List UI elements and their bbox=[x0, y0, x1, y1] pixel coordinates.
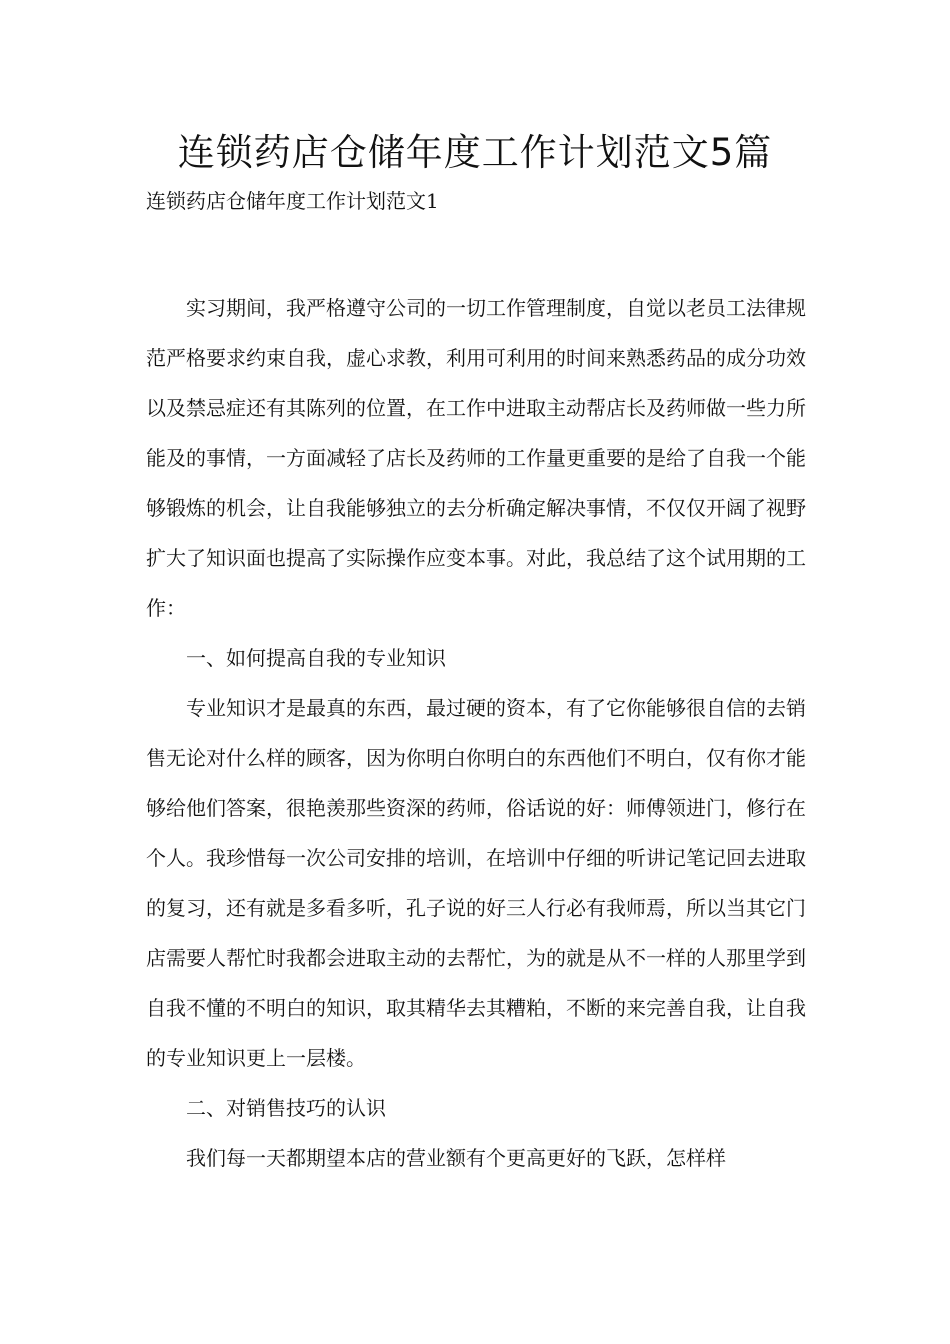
paragraph-sales-skills: 我们每一天都期望本店的营业额有个更高更好的飞跃，怎样样 bbox=[186, 1146, 726, 1170]
paragraph-intro: 实习期间，我严格遵守公司的一切工作管理制度，自觉以老员工法律规范严格要求约束自我，虚心求教，利用可利用的时间来熟悉药品的成分功效以及禁忌症还有其陈列的位置，在工作中进取主动帮店长及药师做一些力所能及的事情，一方面减轻了店长及药师的工作量更重要的是给了自我一个能够锻炼的机会，让自我能够独立的去分析确定解决事情，不仅仅开阔了视野扩大了知识面也提高了实际操作应变本事。对此，我总结了这个试用期的工作： bbox=[146, 296, 806, 620]
document-body bbox=[146, 283, 806, 1183]
section-heading-2: 二、对销售技巧的认识 bbox=[186, 1096, 386, 1120]
document-subtitle: 连锁药店仓储年度工作计划范文1 bbox=[146, 189, 439, 213]
document-title: 连锁药店仓储年度工作计划范文5篇 bbox=[177, 131, 773, 174]
section-heading-1: 一、如何提高自我的专业知识 bbox=[186, 646, 446, 670]
paragraph-professional-knowledge: 专业知识才是最真的东西，最过硬的资本，有了它你能够很自信的去销售无论对什么样的顾客，因为你明白你明白的东西他们不明白，仅有你才能够给他们答案，很艳羡那些资深的药师，俗话说的好：师傅领进门，修行在个人。我珍惜每一次公司安排的培训，在培训中仔细的听讲记笔记回去进取的复习，还有就是多看多听，孔子说的好三人行必有我师焉，所以当其它门店需要人帮忙时我都会进取主动的去帮忙，为的就是从不一样的人那里学到自我不懂的不明白的知识，取其精华去其糟粕，不断的来完善自我，让自我的专业知识更上一层楼。 bbox=[146, 696, 806, 1070]
